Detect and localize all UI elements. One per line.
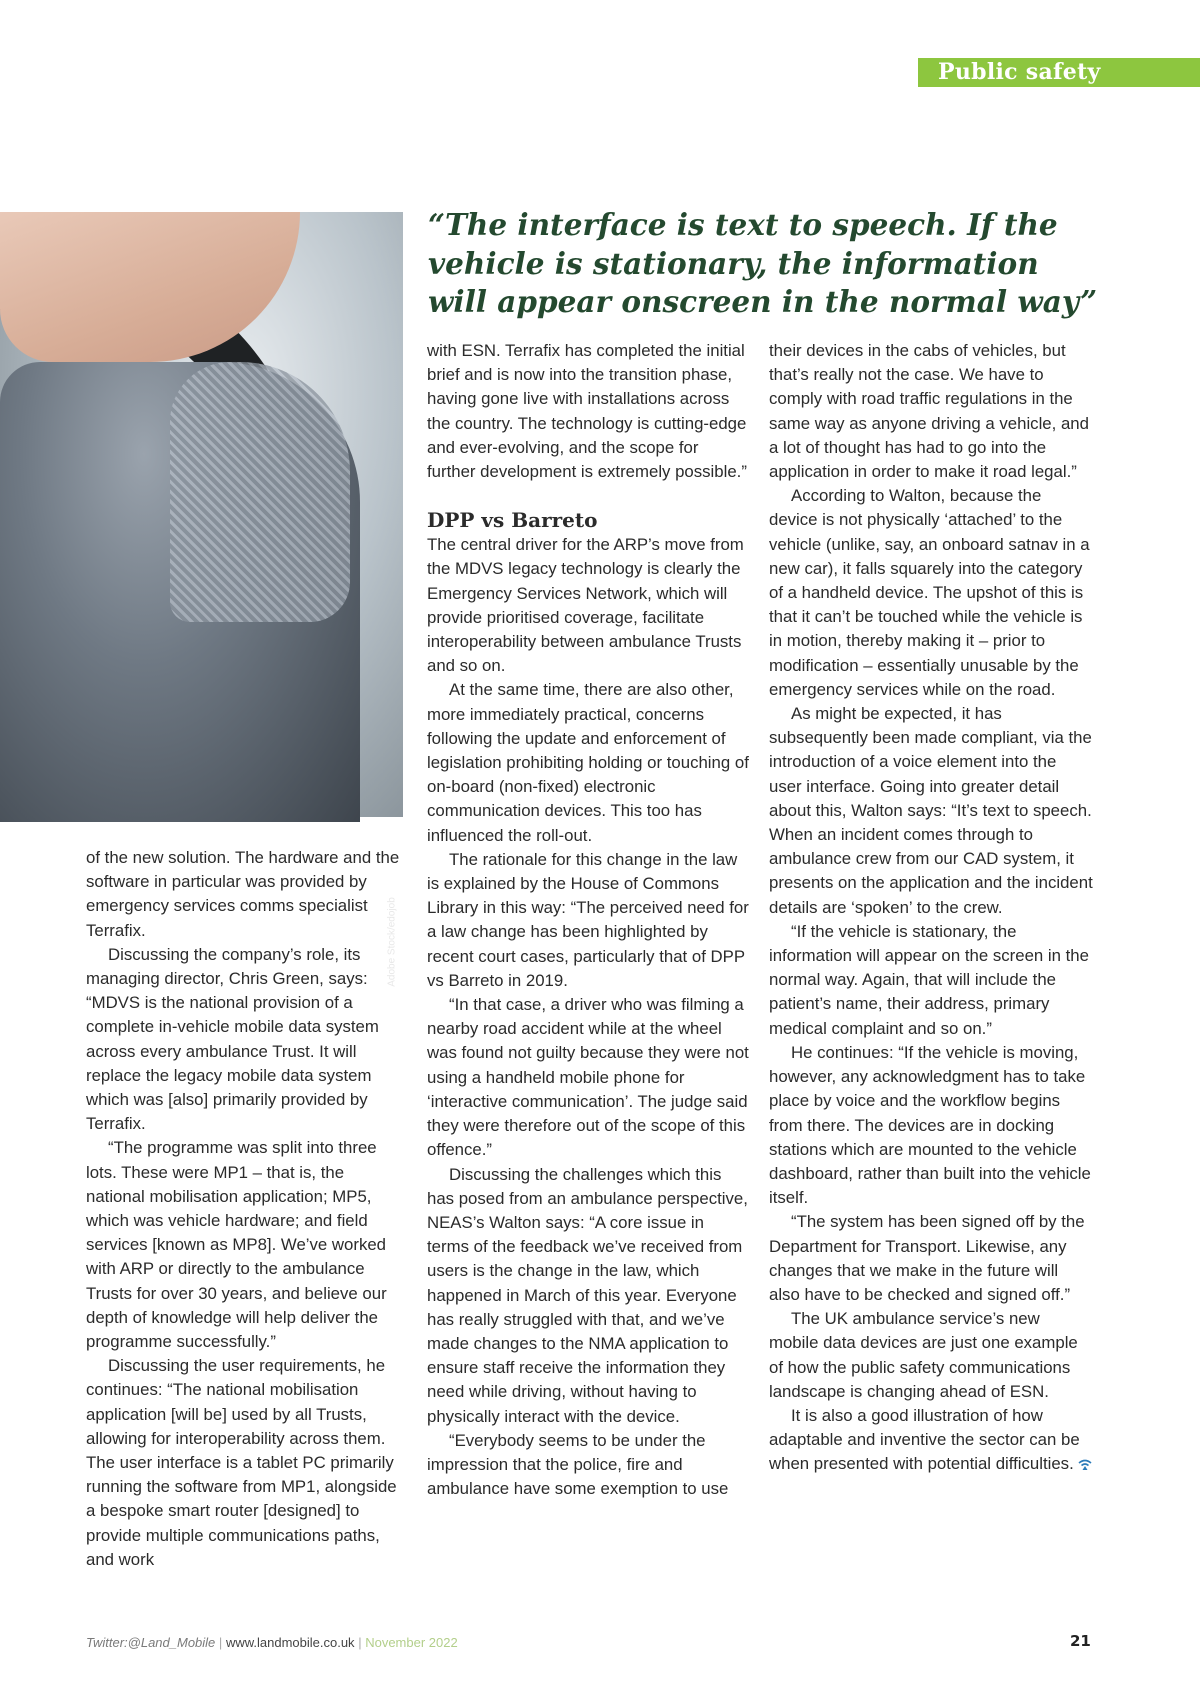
- column-3: [769, 339, 1093, 1477]
- footer-url[interactable]: www.landmobile.co.uk: [225, 1635, 355, 1650]
- paragraph: “The programme was split into three lots. These were MP1 – that is, the national mobilisation application; MP5, which was vehicle hardware; and field services [known as MP8]. We’ve worked with ARP or directly to the ambulance Trusts for over 30 years, and believe our depth of knowledge will help deliver the programme successfully.”: [86, 1138, 387, 1352]
- page-number: 21: [1070, 1632, 1091, 1650]
- paragraph: As might be expected, it has subsequently been made compliant, via the introduction of a voice element into the user interface. Going into greater detail about this, Walton says: “It’s text to speech. When an incident comes through to ambulance crew from our CAD system, it presents on the application and the incident details are ‘spoken’ to the crew.: [769, 704, 1093, 917]
- paragraph: “The system has been signed off by the Department for Transport. Likewise, any changes that we make in the future will also have to be checked and signed off.”: [769, 1212, 1085, 1304]
- paragraph: The rationale for this change in the law is explained by the House of Commons Library in this way: “The perceived need for a law change has been highlighted by recent court cases, particularly that of DPP vs Barreto in 2019.: [427, 849, 749, 990]
- photo-credit: Adobe Stock/edojob: [386, 897, 398, 987]
- paragraph: The UK ambulance service’s new mobile data devices are just one example of how the public safety communications landscape is changing ahead of ESN.: [769, 1309, 1078, 1401]
- knit-cuff-shape: [170, 362, 350, 622]
- paragraph: According to Walton, because the device is not physically ‘attached’ to the vehicle (unlike, say, an onboard satnav in a new car), it falls squarely into the category of a handheld device. The upshot of this is that it can’t be touched while the vehicle is in motion, thereby making it – prior to modification – essentially unusable by the emergency services while on the road.: [769, 486, 1090, 699]
- paragraph: with ESN. Terrafix has completed the initial brief and is now into the transition phase, having gone live with installations across the country. The technology is cutting-edge and ever-evolving, and the scope for further development is extremely possible.”: [427, 341, 747, 482]
- paragraph-text: It is also a good illustration of how adaptable and inventive the sector can be when presented with potential difficulties.: [769, 1405, 1080, 1474]
- paragraph: “If the vehicle is stationary, the information will appear on the screen in the normal way. Again, that will include the patient’s name, their address, primary medical complaint and so on.”: [769, 921, 1089, 1038]
- footer-separator: |: [218, 1635, 223, 1650]
- paragraph: At the same time, there are also other, more immediately practical, concerns following the update and enforcement of legislation prohibiting holding or touching of on-board (non-fixed) electronic communication devices. This too has influenced the roll-out.: [427, 680, 749, 845]
- paragraph: Discussing the user requirements, he continues: “The national mobilisation application [will be] used by all Trusts, allowing for interoperability across them. The user interface is a tablet PC primarily running the software from MP1, alongside a bespoke smart router [designed] to provide multiple communications paths, and work: [86, 1356, 397, 1569]
- column-2: [427, 339, 750, 1501]
- paragraph: He continues: “If the vehicle is moving, however, any acknowledgment has to take place by voice and the workflow begins from there. The devices are in docking stations which are mounted to the vehicle dashboard, rather than built into the vehicle itself.: [769, 1042, 1091, 1208]
- paragraph: The central driver for the ARP’s move from the MDVS legacy technology is clearly the Emergency Services Network, which will provide prioritised coverage, facilitate interoperability between ambulance Trusts and so on.: [427, 535, 744, 676]
- footer-date: November 2022: [365, 1635, 458, 1650]
- hand-shape: [0, 212, 300, 362]
- subheading: DPP vs Barreto: [427, 508, 598, 533]
- page-footer: [86, 1635, 458, 1650]
- paragraph: “In that case, a driver who was filming a nearby road accident while at the wheel was found not guilty because they were not using a handheld mobile phone for ‘interactive communication’. The judge said they were therefore out of the scope of this offence.”: [427, 995, 749, 1160]
- pull-quote: “The interface is text to speech. If the vehicle is stationary, the information will appear onscreen in the normal way”: [428, 207, 1098, 319]
- column-1: [86, 846, 404, 1572]
- paragraph: Discussing the challenges which this has posed from an ambulance perspective, NEAS’s Walton says: “A core issue in terms of the feedback we’ve received from users is the change in the law, which happened in March of this year. Everyone has really struggled with that, and we’ve made changes to the NMA application to ensure staff receive the information they need while driving, without having to physically interact with the device.: [427, 1164, 748, 1426]
- footer-separator: |: [358, 1635, 362, 1650]
- section-tag: Public safety: [918, 58, 1200, 87]
- signal-end-icon: [1078, 1459, 1092, 1471]
- paragraph-last: [769, 1404, 1093, 1477]
- footer-twitter: Twitter:@Land_Mobile: [86, 1635, 216, 1650]
- paragraph: their devices in the cabs of vehicles, but that’s really not the case. We have to comply with road traffic regulations in the same way as anyone driving a vehicle, and a lot of thought has had to go into the application in order to make it road legal.”: [769, 341, 1089, 482]
- paragraph: “Everybody seems to be under the impression that the police, fire and ambulance have some exemption to use: [427, 1430, 729, 1499]
- paragraph: Discussing the company’s role, its managing director, Chris Green, says: “MDVS is the national provision of a complete in-vehicle mobile data system across every ambulance Trust. It will replace the legacy mobile data system which was [also] primarily provided by Terrafix.: [86, 944, 379, 1134]
- paragraph: of the new solution. The hardware and the software in particular was provided by emergency services comms specialist Terrafix.: [86, 848, 400, 940]
